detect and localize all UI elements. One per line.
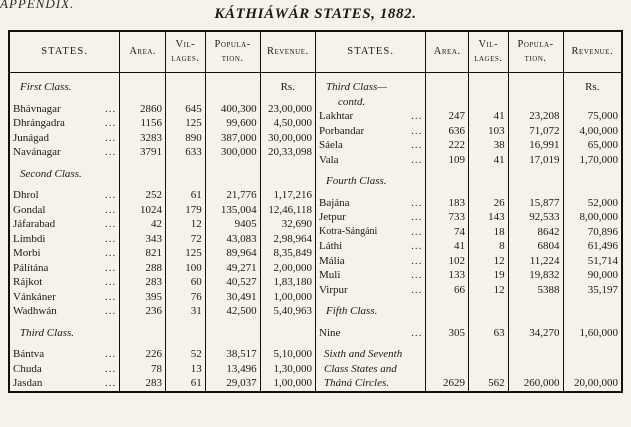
state-villages: 12 [469, 283, 509, 298]
state-population: 17,019 [508, 153, 563, 168]
header-population-line1: Popula- [517, 39, 554, 51]
state-name: Kotra-Sángáni [319, 225, 378, 237]
leader-dots: ... [105, 232, 117, 245]
group-heading-fifth-class: Fifth Class. [326, 305, 378, 318]
state-population: 400,300 [205, 102, 260, 117]
state-revenue: 1,00,000 [260, 376, 315, 391]
state-population: 30,491 [205, 290, 260, 305]
state-population: 92,533 [508, 210, 563, 225]
spacer-row [316, 319, 621, 326]
state-area: 1024 [120, 203, 166, 218]
state-population: 8642 [508, 225, 563, 240]
header-villages-line2: lages. [474, 53, 503, 64]
state-name: Vánkáner [13, 290, 56, 303]
leader-dots: ... [411, 139, 423, 152]
state-area: 821 [120, 246, 166, 261]
state-population: 13,496 [205, 362, 260, 377]
state-revenue: 1,70,000 [563, 153, 621, 168]
table-row [10, 232, 315, 247]
table-row [10, 347, 315, 362]
state-population: 99,600 [205, 116, 260, 131]
state-population: 15,877 [508, 196, 563, 211]
leader-dots: ... [105, 189, 117, 202]
state-villages: 103 [469, 124, 509, 139]
state-revenue: 52,000 [563, 196, 621, 211]
state-revenue: 1,60,000 [563, 326, 621, 341]
state-villages: 12 [469, 254, 509, 269]
state-villages: 76 [166, 290, 206, 305]
state-area: 305 [426, 326, 469, 341]
state-area: 247 [426, 109, 469, 124]
header-states: STATES. [10, 32, 120, 73]
state-name: Jasdan [13, 377, 43, 390]
state-name: Málía [319, 254, 345, 267]
state-villages: 890 [166, 131, 206, 146]
state-area: 74 [426, 225, 469, 240]
state-population: 43,083 [205, 232, 260, 247]
state-revenue: 12,46,118 [260, 203, 315, 218]
state-revenue: 51,714 [563, 254, 621, 269]
header-villages-line1: Vil- [175, 39, 196, 51]
table-row [316, 283, 621, 298]
state-area: 343 [120, 232, 166, 247]
state-population: 23,208 [508, 109, 563, 124]
state-name: Wadhwán [13, 305, 57, 318]
header-states: STATES. [316, 32, 426, 73]
left-header-row [10, 32, 315, 73]
table-row [316, 124, 621, 139]
group-heading-third-class-contd: Third Class— [326, 81, 388, 93]
state-revenue: 30,00,000 [260, 131, 315, 146]
state-villages: 179 [166, 203, 206, 218]
group-heading-row [10, 80, 315, 95]
state-revenue: 1,83,180 [260, 275, 315, 290]
leader-dots: ... [105, 362, 117, 375]
state-villages: 52 [166, 347, 206, 362]
state-name: Chuda [13, 362, 42, 375]
leader-dots: ... [105, 117, 117, 130]
state-name: Morbi [13, 247, 41, 260]
state-villages: 100 [166, 261, 206, 276]
state-population: 300,000 [205, 145, 260, 160]
leader-dots: ... [411, 269, 423, 282]
state-name: Gondal [13, 203, 46, 216]
state-area: 733 [426, 210, 469, 225]
state-revenue: 20,33,098 [260, 145, 315, 160]
state-name: Limbdi [13, 232, 46, 245]
table-row [10, 304, 315, 319]
table-row [10, 261, 315, 276]
spacer-row [316, 340, 621, 347]
state-area: 636 [426, 124, 469, 139]
state-villages: 18 [469, 225, 509, 240]
table-row [316, 225, 621, 240]
right-header-row [316, 32, 621, 73]
header-area: Area. [120, 32, 166, 73]
state-name: Navánagar [13, 146, 61, 159]
state-area: 395 [120, 290, 166, 305]
spacer-row [10, 73, 315, 81]
states-table [8, 30, 623, 393]
state-area: 236 [120, 304, 166, 319]
table-row [316, 239, 621, 254]
state-villages: 633 [166, 145, 206, 160]
state-villages: 63 [469, 326, 509, 341]
table-right-half [316, 31, 623, 392]
table-row [10, 102, 315, 117]
state-population: 21,776 [205, 188, 260, 203]
leader-dots: ... [105, 261, 117, 274]
table-row [10, 145, 315, 160]
state-population: 29,037 [205, 376, 260, 391]
state-revenue: 61,496 [563, 239, 621, 254]
header-population-line1: Popula- [214, 39, 251, 51]
header-population [508, 32, 563, 73]
state-population: 38,517 [205, 347, 260, 362]
spacer-row [316, 73, 621, 81]
header-villages [166, 32, 206, 73]
header-population-line2: tion. [221, 53, 244, 64]
state-name: Lakhtar [319, 110, 354, 123]
state-population: 89,964 [205, 246, 260, 261]
state-name: Dhrol [13, 189, 39, 202]
state-population: 260,000 [508, 347, 563, 391]
group-heading-sixth-seventh-class [316, 347, 426, 391]
spacer-row [10, 95, 315, 102]
state-population: 16,991 [508, 138, 563, 153]
state-revenue: 35,197 [563, 283, 621, 298]
state-population: 49,271 [205, 261, 260, 276]
leader-dots: ... [105, 203, 117, 216]
currency-label-left: Rs. [260, 80, 315, 95]
spacer-row [10, 160, 315, 167]
state-revenue: 70,896 [563, 225, 621, 240]
header-area: Area. [426, 32, 469, 73]
state-villages: 31 [166, 304, 206, 319]
table-row [316, 138, 621, 153]
leader-dots: ... [105, 218, 117, 231]
group-heading-third-class-contd-line2: contd. [338, 95, 366, 108]
leader-dots: ... [105, 377, 117, 390]
table-row [10, 362, 315, 377]
state-population: 71,072 [508, 124, 563, 139]
state-villages: 143 [469, 210, 509, 225]
spacer-row [316, 189, 621, 196]
state-area: 3283 [120, 131, 166, 146]
state-revenue: 23,00,000 [260, 102, 315, 117]
table-left-half [9, 31, 316, 392]
state-area: 288 [120, 261, 166, 276]
state-villages: 41 [469, 109, 509, 124]
leader-dots: ... [411, 110, 423, 123]
group-heading-fourth-class: Fourth Class. [326, 175, 387, 188]
leader-dots: ... [105, 247, 117, 260]
state-name: Virpur [319, 283, 348, 296]
leader-dots: ... [105, 305, 117, 318]
state-area: 183 [426, 196, 469, 211]
state-revenue: 5,40,963 [260, 304, 315, 319]
leader-dots: ... [411, 225, 423, 238]
state-area: 252 [120, 188, 166, 203]
table-row [10, 116, 315, 131]
state-population: 387,000 [205, 131, 260, 146]
table-row [316, 254, 621, 269]
state-name: Junágad [13, 131, 50, 144]
table-row [10, 203, 315, 218]
state-population: 11,224 [508, 254, 563, 269]
state-revenue: 1,00,000 [260, 290, 315, 305]
group-heading-row [316, 304, 621, 319]
state-area: 1156 [120, 116, 166, 131]
leader-dots: ... [105, 146, 117, 159]
group-heading-first-class: First Class. [20, 81, 72, 93]
leader-dots: ... [411, 153, 423, 166]
state-villages: 19 [469, 268, 509, 283]
spacer-row [10, 319, 315, 326]
state-name: Porbandar [319, 124, 365, 137]
left-table [10, 32, 315, 391]
state-name: Bántva [13, 348, 45, 361]
state-name: Bajána [319, 196, 350, 209]
header-villages [469, 32, 509, 73]
state-name: Pálítána [13, 261, 49, 274]
leader-dots: ... [105, 290, 117, 303]
spacer-row [10, 340, 315, 347]
header-villages-line1: Vil- [478, 39, 499, 51]
leader-dots: ... [411, 240, 423, 253]
state-area: 2860 [120, 102, 166, 117]
leader-dots: ... [411, 283, 423, 296]
state-area: 2629 [426, 347, 469, 391]
state-villages: 72 [166, 232, 206, 247]
state-name: Muli [319, 269, 341, 282]
state-population: 40,527 [205, 275, 260, 290]
state-area: 109 [426, 153, 469, 168]
header-population-line2: tion. [524, 53, 547, 64]
table-row [10, 275, 315, 290]
spacer-row [10, 181, 315, 188]
state-area: 66 [426, 283, 469, 298]
state-revenue: 75,000 [563, 109, 621, 124]
state-population: 34,270 [508, 326, 563, 341]
state-name: Jetpur [319, 211, 346, 224]
spacer-row [316, 167, 621, 174]
state-name: Vala [319, 153, 339, 166]
state-villages: 26 [469, 196, 509, 211]
group-heading-line1: Sixth and Seventh [324, 348, 403, 361]
state-population: 19,832 [508, 268, 563, 283]
table-row [316, 326, 621, 341]
state-revenue: 90,000 [563, 268, 621, 283]
state-revenue: 8,00,000 [563, 210, 621, 225]
table-row [10, 217, 315, 232]
state-revenue: 2,00,000 [260, 261, 315, 276]
state-name: Nine [319, 326, 341, 339]
state-revenue: 65,000 [563, 138, 621, 153]
state-name: Jáfarabad [13, 218, 56, 231]
state-area: 283 [120, 275, 166, 290]
header-villages-line2: lages. [171, 53, 200, 64]
state-name: Sáela [319, 139, 343, 152]
group-heading-second-class: Second Class. [20, 167, 82, 180]
state-area: 283 [120, 376, 166, 391]
leader-dots: ... [105, 348, 117, 361]
state-revenue: 8,35,849 [260, 246, 315, 261]
state-villages: 562 [469, 347, 509, 391]
state-population: 135,004 [205, 203, 260, 218]
group-heading-line3: Tháná Circles. [324, 377, 389, 390]
group-heading-row [10, 326, 315, 341]
header-revenue: Revenue. [563, 32, 621, 73]
leader-dots: ... [411, 124, 423, 137]
state-area: 42 [120, 217, 166, 232]
table-row [10, 246, 315, 261]
state-revenue: 20,00,000 [563, 347, 621, 391]
state-population: 9405 [205, 217, 260, 232]
state-revenue: 5,10,000 [260, 347, 315, 362]
leader-dots: ... [411, 254, 423, 267]
state-area: 226 [120, 347, 166, 362]
table-row [316, 268, 621, 283]
state-villages: 125 [166, 246, 206, 261]
state-area: 222 [426, 138, 469, 153]
table-row [316, 210, 621, 225]
state-villages: 41 [469, 153, 509, 168]
state-villages: 12 [166, 217, 206, 232]
state-name: Rájkot [13, 276, 43, 289]
state-revenue: 4,50,000 [260, 116, 315, 131]
state-villages: 38 [469, 138, 509, 153]
currency-label-right: Rs. [563, 80, 621, 95]
state-area: 133 [426, 268, 469, 283]
leader-dots: ... [105, 102, 117, 115]
state-area: 102 [426, 254, 469, 269]
table-row [10, 290, 315, 305]
group-heading-row-2 [316, 95, 621, 110]
appendix-label: APPENDIX. [0, 0, 75, 11]
leader-dots: ... [411, 326, 423, 339]
state-revenue: 2,98,964 [260, 232, 315, 247]
state-villages: 8 [469, 239, 509, 254]
table-row [10, 131, 315, 146]
state-name: Dhrángadra [13, 117, 65, 130]
table-row [316, 109, 621, 124]
group-heading-row [10, 167, 315, 182]
header-population [205, 32, 260, 73]
state-revenue: 1,17,216 [260, 188, 315, 203]
state-villages: 645 [166, 102, 206, 117]
table-row [10, 188, 315, 203]
state-revenue: 4,00,000 [563, 124, 621, 139]
state-name: Láthi [319, 240, 343, 253]
table-row [10, 376, 315, 391]
state-revenue: 32,690 [260, 217, 315, 232]
state-name: Bhávnagar [13, 102, 61, 115]
group-heading-third-class: Third Class. [20, 326, 75, 339]
state-population: 6804 [508, 239, 563, 254]
state-villages: 125 [166, 116, 206, 131]
state-area: 78 [120, 362, 166, 377]
table-row [316, 196, 621, 211]
page-title: KÁTHIÁWÁR STATES, 1882. [214, 6, 417, 22]
header-revenue: Revenue. [260, 32, 315, 73]
state-population: 42,500 [205, 304, 260, 319]
state-revenue: 1,30,000 [260, 362, 315, 377]
leader-dots: ... [105, 131, 117, 144]
leader-dots: ... [411, 211, 423, 224]
table-row [316, 153, 621, 168]
right-table [316, 32, 621, 391]
state-villages: 61 [166, 188, 206, 203]
group-heading-row [316, 174, 621, 189]
state-villages: 13 [166, 362, 206, 377]
state-villages: 61 [166, 376, 206, 391]
state-villages: 60 [166, 275, 206, 290]
leader-dots: ... [105, 276, 117, 289]
group-heading-line2: Class States and [324, 362, 397, 375]
state-population: 5388 [508, 283, 563, 298]
leader-dots: ... [411, 196, 423, 209]
state-area: 3791 [120, 145, 166, 160]
group-heading-row [316, 80, 621, 95]
spacer-row [316, 297, 621, 304]
state-area: 41 [426, 239, 469, 254]
